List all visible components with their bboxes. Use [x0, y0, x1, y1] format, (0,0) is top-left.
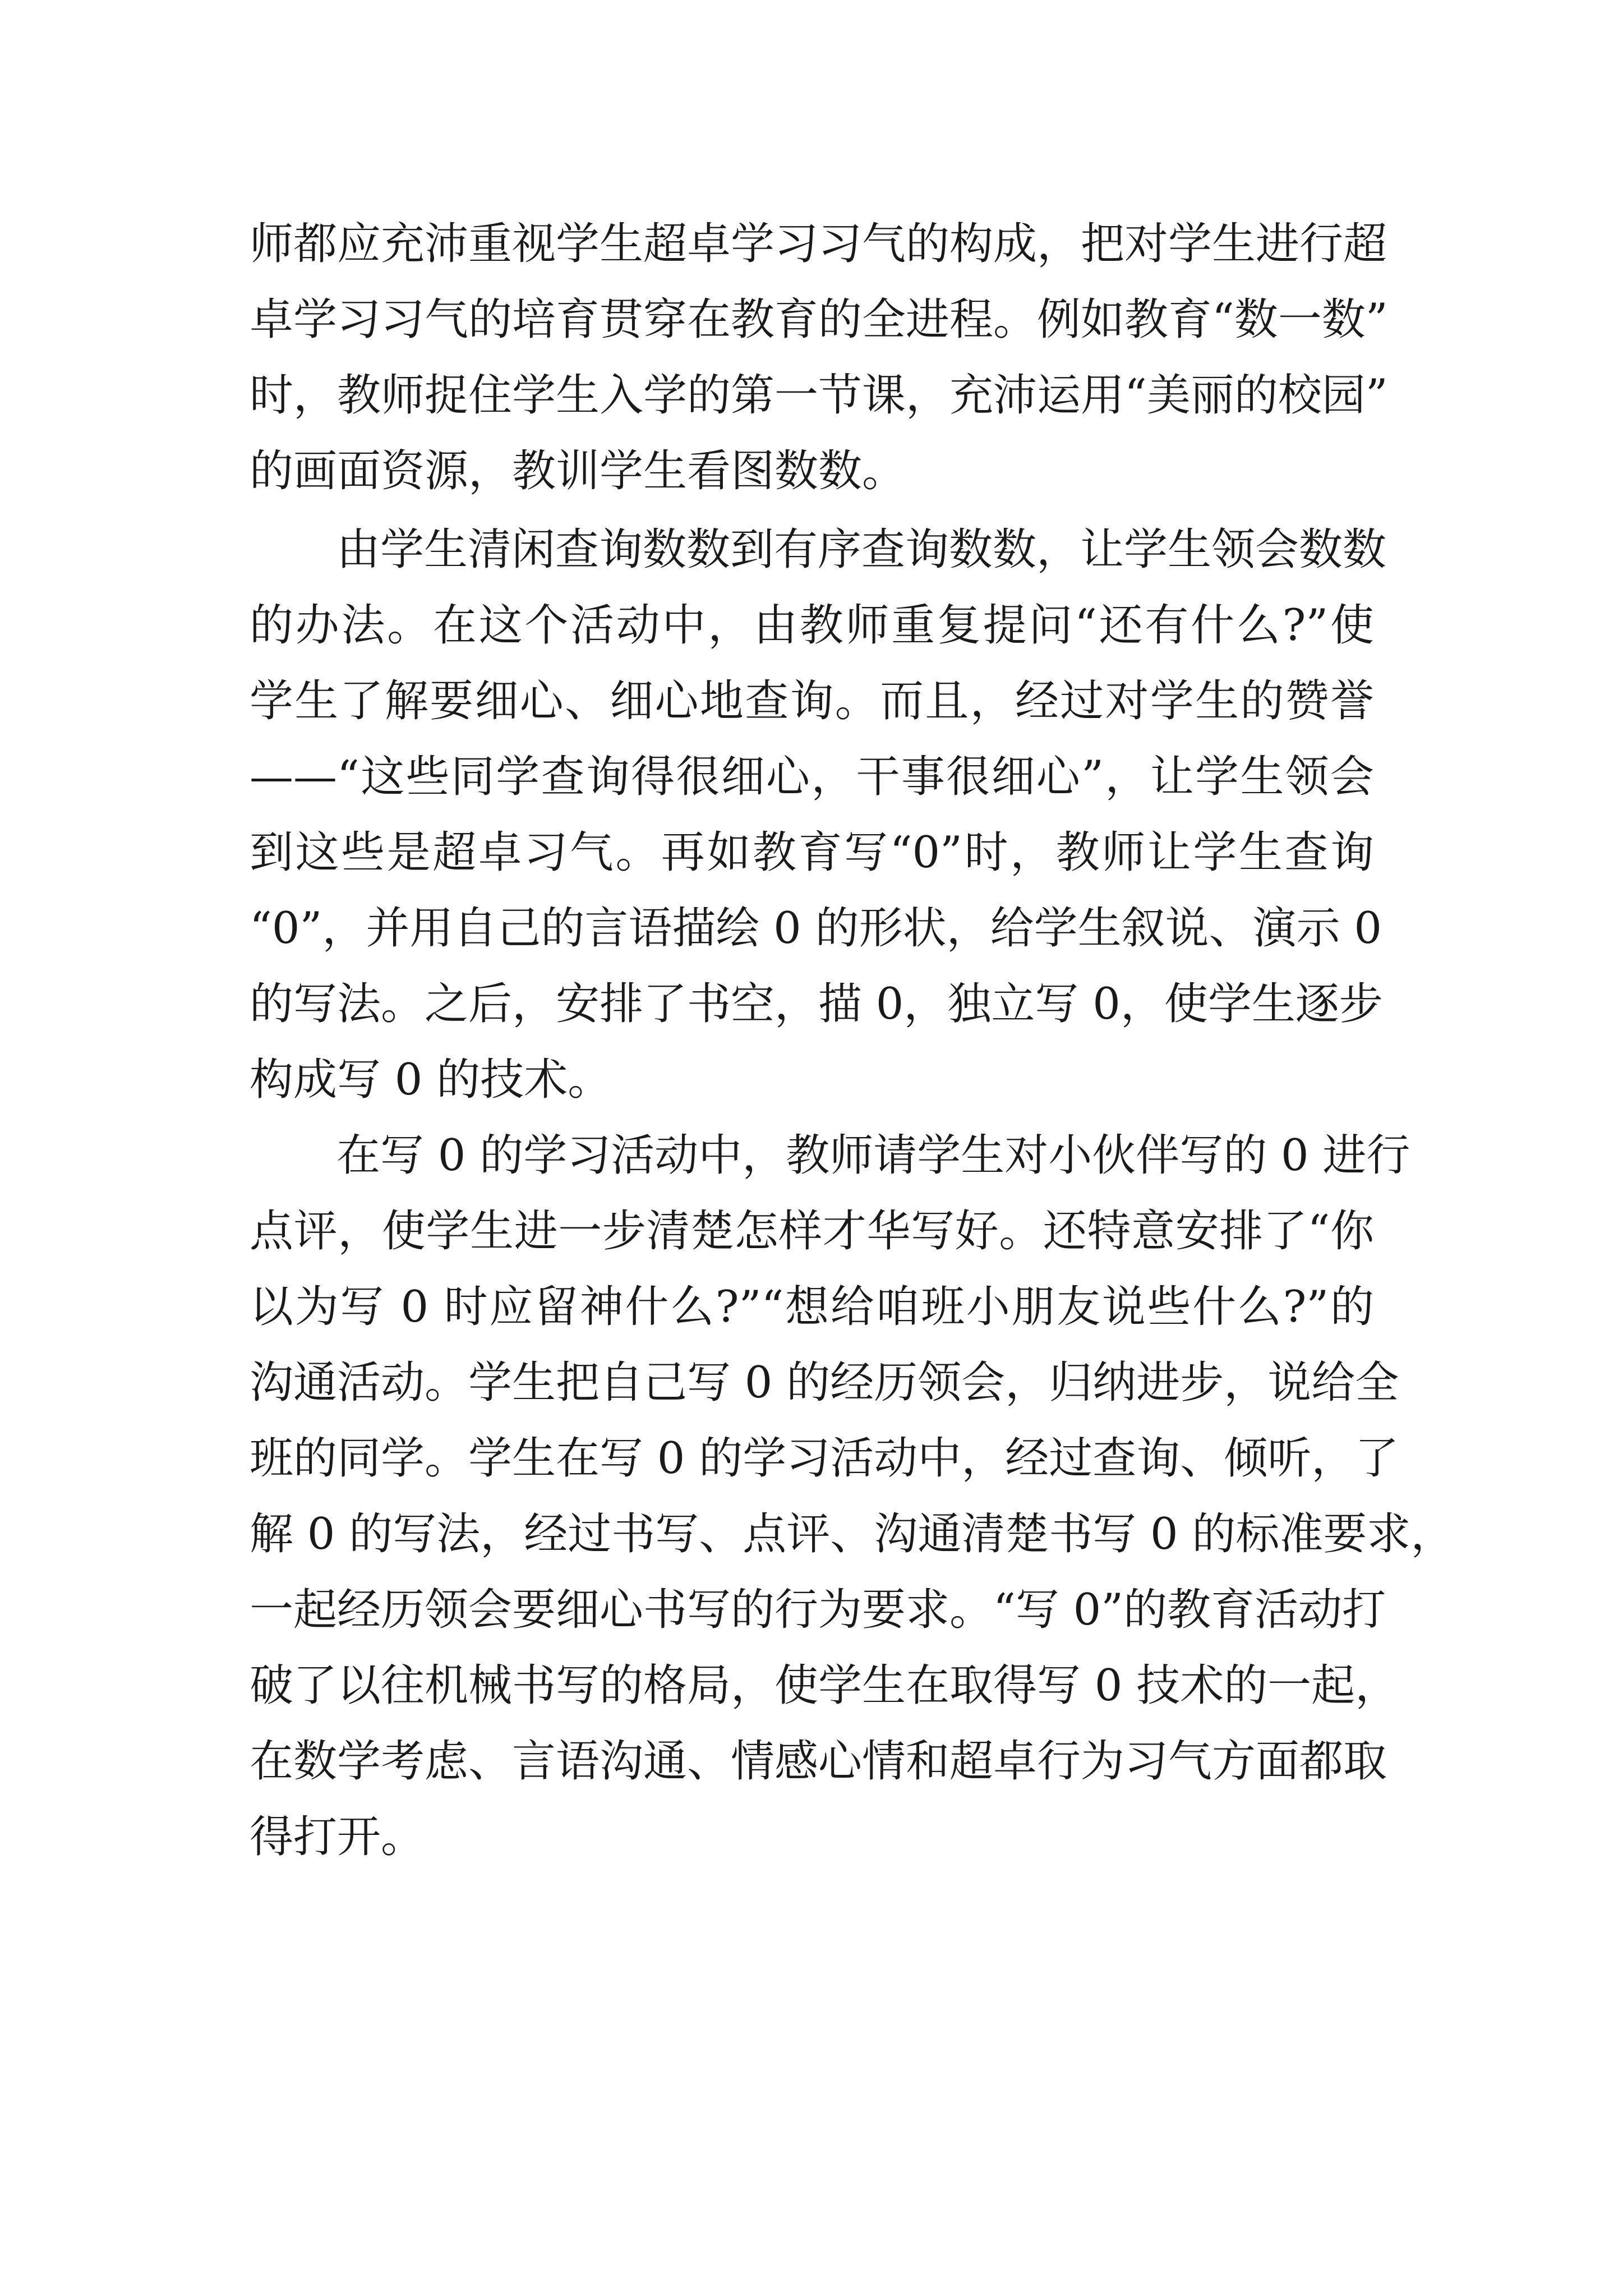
text-line: 在数学考虑、言语沟通、情感心情和超卓行为习气方面都取 — [250, 1736, 1387, 1787]
text-line: 卓学习习气的培育贯穿在教育的全进程。例如教育“数一数” — [250, 295, 1388, 345]
text-line: 解 0 的写法，经过书写、点评、沟通清楚书写 0 的标准要求， — [250, 1509, 1455, 1559]
text-line: 点评，使学生进一步清楚怎样才华写好。还特意安排了“你 — [250, 1206, 1374, 1257]
text-line: 构成写 0 的技术。 — [250, 1055, 612, 1105]
text-line: 的写法。之后，安排了书空，描 0，独立写 0，使学生逐步 — [250, 979, 1383, 1029]
text-line: 的办法。在这个活动中，由教师重复提问“还有什么?”使 — [250, 600, 1374, 651]
text-line: 沟通活动。学生把自己写 0 的经历领会，归纳进步，说给全 — [250, 1358, 1399, 1408]
text-line: 一起经历领会要细心书写的行为要求。“写 0”的教育活动打 — [250, 1585, 1386, 1635]
text-line: 在写 0 的学习活动中，教师请学生对小伙伴写的 0 进行 — [336, 1130, 1410, 1181]
text-line: “0”，并用自己的言语描绘 0 的形状，给学生叙说、演示 0 — [250, 903, 1382, 954]
text-line: 到这些是超卓习气。再如教育写“0”时，教师让学生查询 — [250, 827, 1374, 878]
text-line: 由学生清闲查询数数到有序查询数数，让学生领会数数 — [336, 524, 1387, 575]
text-line: ——“这些同学查询得很细心，干事很细心”，让学生领会 — [250, 752, 1374, 802]
text-line: 班的同学。学生在写 0 的学习活动中，经过查询、倾听，了 — [250, 1433, 1399, 1484]
text-line: 师都应充沛重视学生超卓学习习气的构成，把对学生进行超 — [250, 219, 1387, 269]
text-line: 学生了解要细心、细心地查询。而且，经过对学生的赞誉 — [250, 676, 1374, 726]
text-line: 时，教师捉住学生入学的第一节课，充沛运用“美丽的校园” — [250, 370, 1388, 421]
text-line: 以为写 0 时应留神什么?”“想给咱班小朋友说些什么?”的 — [250, 1282, 1374, 1332]
text-line: 得打开。 — [250, 1812, 425, 1862]
text-line: 破了以往机械书写的格局，使学生在取得写 0 技术的一起， — [250, 1660, 1399, 1711]
text-line: 的画面资源，教训学生看图数数。 — [250, 446, 906, 496]
